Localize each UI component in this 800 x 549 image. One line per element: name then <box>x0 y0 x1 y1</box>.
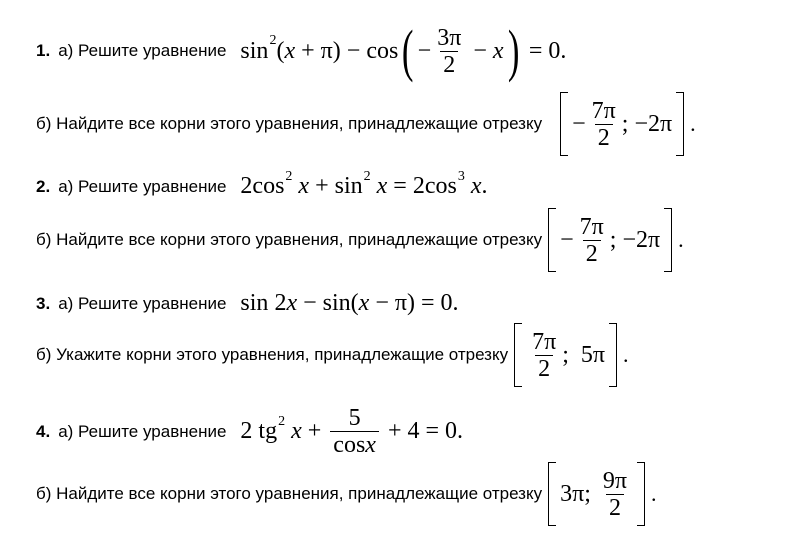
coefficient: 2 <box>240 418 253 444</box>
paren-close: ) <box>406 290 415 316</box>
interval <box>514 323 628 387</box>
pi: π <box>394 290 407 316</box>
op-equals: = <box>420 290 435 316</box>
denominator <box>330 431 379 458</box>
part-b-label: б) Найдите все корни этого уравнения, принадлежащие отрезку <box>36 230 543 249</box>
denominator: 2 <box>595 124 613 151</box>
big-paren-close: ) <box>507 18 519 83</box>
op-plus: + <box>301 37 315 64</box>
period: . <box>651 481 657 506</box>
denominator: 2 <box>535 355 553 382</box>
part-b-label: б) Найдите все корни этого уравнения, принадлежащие отрезку <box>36 484 543 503</box>
right-endpoint: 5π <box>580 341 606 368</box>
separator: ; <box>621 110 629 137</box>
var-x: x <box>358 290 370 316</box>
period: . <box>678 227 684 252</box>
rhs: 0. <box>445 418 464 444</box>
coefficient: 2 <box>412 173 425 199</box>
fn-cos: cos <box>333 432 366 458</box>
op-minus: − <box>375 290 389 316</box>
period: . <box>623 342 629 367</box>
denominator: 2 <box>606 494 624 521</box>
bracket-left <box>548 208 556 272</box>
op-plus: + <box>387 418 402 444</box>
fn-cos: cos <box>366 37 399 64</box>
rhs: 0. <box>548 37 567 64</box>
problem-4-part-a <box>36 405 463 458</box>
rhs: 0. <box>440 290 459 316</box>
pi: π <box>320 37 333 64</box>
part-a-label: а) Решите уравнение <box>58 176 227 196</box>
denominator: 2 <box>440 51 458 78</box>
paren-open: ( <box>350 290 359 316</box>
equation <box>240 405 463 458</box>
big-paren-open: ( <box>402 18 414 83</box>
op-minus: − <box>473 37 487 64</box>
fraction <box>577 214 607 267</box>
exponent: 3 <box>457 168 465 184</box>
part-b-label: б) Укажите корни этого уравнения, принадлежащие отрезку <box>36 345 509 364</box>
fraction <box>330 405 379 458</box>
fraction <box>529 329 559 382</box>
op-minus: − <box>346 37 361 64</box>
equation <box>240 168 488 200</box>
coefficient: 2 <box>274 290 287 316</box>
fn-cos: cos <box>252 173 285 199</box>
problem-number: 1. <box>36 41 51 60</box>
problem-4-part-b <box>36 462 657 526</box>
bracket-left <box>548 462 556 526</box>
problem-number: 2. <box>36 176 51 196</box>
numerator: 7π <box>591 97 616 124</box>
var-x: x <box>470 173 482 199</box>
problem-3-part-b <box>36 323 629 387</box>
var-x: x <box>365 432 376 458</box>
fn-sin: sin <box>240 290 269 316</box>
op-equals: = <box>528 37 543 64</box>
paren-open: ( <box>276 37 285 64</box>
problem-3-part-a <box>36 290 459 317</box>
var-x: x <box>492 37 504 64</box>
interval <box>560 92 696 156</box>
op-plus: + <box>307 418 322 444</box>
var-x: x <box>291 418 302 444</box>
numerator: 3π <box>437 24 462 51</box>
var-x: x <box>286 290 298 316</box>
paren-close: ) <box>332 37 341 64</box>
op-minus: − <box>303 290 317 316</box>
fraction <box>589 98 619 151</box>
bracket-right <box>676 92 684 156</box>
part-a-label: а) Решите уравнение <box>58 293 227 313</box>
bracket-left <box>560 92 568 156</box>
interval <box>548 462 656 526</box>
part-a-label: а) Решите уравнение <box>58 41 227 60</box>
bracket-right <box>637 462 645 526</box>
fn-tg: tg <box>258 418 278 444</box>
numerator: 9π <box>602 467 628 494</box>
op-minus: − <box>572 110 586 137</box>
op-plus: + <box>315 173 329 199</box>
problem-number: 4. <box>36 421 51 441</box>
exponent: 2 <box>285 168 293 184</box>
coefficient: 2 <box>240 173 253 199</box>
problem-number: 3. <box>36 293 51 313</box>
separator: ; <box>562 341 569 368</box>
var-x: x <box>298 173 310 199</box>
equation <box>240 18 567 83</box>
problem-2-part-a <box>36 168 488 200</box>
bracket-left <box>514 323 522 387</box>
fn-sin: sin <box>240 37 269 64</box>
denominator: 2 <box>583 240 601 267</box>
exponent: 2 <box>278 413 286 429</box>
bracket-right <box>664 208 672 272</box>
bracket-right <box>609 323 617 387</box>
fn-sin: sin <box>334 173 363 199</box>
period: . <box>690 111 696 136</box>
right-endpoint: −2π <box>622 226 661 253</box>
exponent: 2 <box>363 168 371 184</box>
problem-1-part-b <box>36 92 696 156</box>
interval <box>548 208 684 272</box>
op-equals: = <box>425 418 440 444</box>
numerator: 7π <box>579 213 604 240</box>
numerator: 5 <box>348 405 361 431</box>
op-equals: = <box>393 173 407 199</box>
left-endpoint: 3π; <box>560 480 591 507</box>
problem-2-part-b <box>36 208 684 272</box>
fn-cos: cos <box>424 173 457 199</box>
var-x: x <box>284 37 296 64</box>
period: . <box>481 173 488 199</box>
fraction <box>600 468 630 521</box>
fraction <box>434 25 464 78</box>
constant: 4 <box>407 418 420 444</box>
part-b-label: б) Найдите все корни этого уравнения, принадлежащие отрезку <box>36 114 543 133</box>
exponent: 2 <box>269 33 277 48</box>
op-minus: − <box>417 37 432 64</box>
separator: ; <box>609 226 617 253</box>
part-a-label: а) Решите уравнение <box>58 421 227 441</box>
var-x: x <box>376 173 388 199</box>
right-endpoint: −2π <box>634 110 673 137</box>
op-minus: − <box>560 226 574 253</box>
problem-1-part-a <box>36 18 567 83</box>
numerator: 7π <box>532 328 557 355</box>
equation <box>240 290 458 317</box>
fn-sin: sin <box>322 290 351 316</box>
